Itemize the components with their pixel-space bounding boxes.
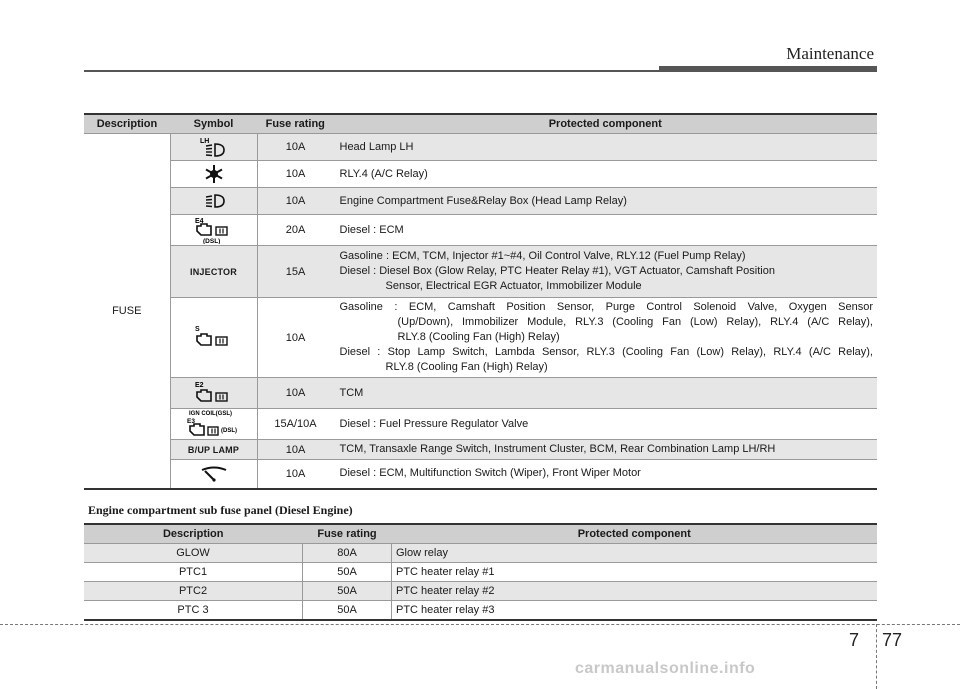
ac-snowflake-icon bbox=[204, 164, 224, 184]
protected-component: RLY.4 (A/C Relay) bbox=[334, 161, 878, 188]
fuse-rating: 20A bbox=[257, 215, 334, 246]
fuse-rating: 10A bbox=[257, 440, 334, 460]
chapter-number: 7 bbox=[849, 630, 860, 650]
sub-fuse-description: PTC 3 bbox=[84, 601, 303, 621]
fuse-table-header bbox=[84, 114, 877, 134]
protected-component: Diesel : ECM, Multifunction Switch (Wiper), Front Wiper Motor bbox=[334, 460, 878, 489]
sub-fuse-rating: 50A bbox=[303, 563, 392, 582]
table-row bbox=[84, 409, 877, 440]
fuse-rating: 10A bbox=[257, 134, 334, 161]
protected-component: Diesel : Fuel Pressure Regulator Valve bbox=[334, 409, 878, 440]
component-line: Gasoline : ECM, TCM, Injector #1~#4, Oil Control Valve, RLY.12 (Fuel Pump Relay) bbox=[339, 250, 746, 262]
sub-fuse-rating: 80A bbox=[303, 544, 392, 563]
fuse-description: FUSE bbox=[84, 134, 170, 489]
protected-component: Engine Compartment Fuse&Relay Box (Head Lamp Relay) bbox=[334, 188, 878, 215]
col-description: Description bbox=[84, 524, 303, 544]
injector-label: INJECTOR bbox=[190, 266, 237, 277]
symbol-cell bbox=[170, 246, 257, 298]
component-line: (Up/Down), Immobilizer Module, RLY.3 (Cooling Fan (Low) Relay), RLY.4 (A/C Relay), bbox=[397, 316, 873, 328]
table-row bbox=[84, 134, 877, 161]
symbol-cell bbox=[170, 298, 257, 378]
sub-fuse-component: PTC heater relay #3 bbox=[392, 601, 878, 621]
sub-fuse-description: GLOW bbox=[84, 544, 303, 563]
col-protected-component: Protected component bbox=[392, 524, 878, 544]
sub-fuse-component: PTC heater relay #1 bbox=[392, 563, 878, 582]
component-line: RLY.8 (Cooling Fan (High) Relay) bbox=[385, 361, 548, 373]
header-rule-thick bbox=[659, 66, 877, 72]
svg-text:(DSL): (DSL) bbox=[202, 238, 220, 244]
svg-text:E3: E3 bbox=[186, 418, 195, 425]
header-rule bbox=[84, 70, 659, 72]
fuse-rating: 10A bbox=[257, 378, 334, 409]
svg-text:LH: LH bbox=[199, 138, 209, 145]
protected-component: TCM, Transaxle Range Switch, Instrument Cluster, BCM, Rear Combination Lamp LH/RH bbox=[334, 440, 878, 460]
engine-ecu-icon bbox=[189, 216, 239, 244]
svg-text:IGN COIL(GSL): IGN COIL(GSL) bbox=[188, 411, 232, 417]
symbol-cell bbox=[170, 440, 257, 460]
col-symbol: Symbol bbox=[170, 114, 257, 134]
protected-component: Diesel : ECM bbox=[334, 215, 878, 246]
col-fuse-rating: Fuse rating bbox=[303, 524, 392, 544]
sub-fuse-table bbox=[84, 523, 877, 621]
sub-fuse-table-header bbox=[84, 524, 877, 544]
component-line: Gasoline : ECM, Camshaft Position Sensor, Purge Control Solenoid Valve, Oxygen Sensor bbox=[339, 301, 873, 313]
table-row bbox=[84, 378, 877, 409]
sub-fuse-component: Glow relay bbox=[392, 544, 878, 563]
fuse-rating: 15A bbox=[257, 246, 334, 298]
headlamp-lh-icon bbox=[194, 136, 234, 158]
footer-divider bbox=[876, 624, 877, 689]
protected-component: Head Lamp LH bbox=[334, 134, 878, 161]
component-line: Sensor, Electrical EGR Actuator, Immobilizer Module bbox=[385, 280, 642, 292]
symbol-cell bbox=[170, 378, 257, 409]
table-row bbox=[84, 544, 877, 563]
component-line: Diesel : Stop Lamp Switch, Lambda Sensor, RLY.3 (Cooling Fan (Low) Relay), RLY.4 (A/C Relay), bbox=[339, 346, 873, 358]
symbol-cell bbox=[170, 161, 257, 188]
fuse-rating: 10A bbox=[257, 298, 334, 378]
sub-fuse-description: PTC1 bbox=[84, 563, 303, 582]
page-header-title: Maintenance bbox=[786, 44, 874, 63]
svg-text:(DSL): (DSL) bbox=[220, 428, 237, 434]
symbol-cell bbox=[170, 460, 257, 489]
svg-text:S: S bbox=[194, 325, 200, 333]
svg-text:E4: E4 bbox=[194, 218, 204, 225]
table-row bbox=[84, 582, 877, 601]
table-row bbox=[84, 601, 877, 621]
protected-component bbox=[334, 246, 878, 298]
backup-lamp-label: B/UP LAMP bbox=[187, 444, 240, 455]
fuse-rating: 10A bbox=[257, 188, 334, 215]
col-description: Description bbox=[84, 114, 170, 134]
component-line: RLY.8 (Cooling Fan (High) Relay) bbox=[397, 331, 560, 343]
table-row bbox=[84, 460, 877, 489]
fuse-rating: 15A/10A bbox=[257, 409, 334, 440]
fuse-table bbox=[84, 113, 877, 490]
sub-fuse-rating: 50A bbox=[303, 601, 392, 621]
sub-fuse-component: PTC heater relay #2 bbox=[392, 582, 878, 601]
watermark: carmanualsonline.info bbox=[575, 660, 756, 677]
table-row bbox=[84, 298, 877, 378]
sub-fuse-panel-title: Engine compartment sub fuse panel (Diesel Engine) bbox=[88, 503, 353, 517]
sub-fuse-rating: 50A bbox=[303, 582, 392, 601]
footer-rule bbox=[0, 624, 960, 625]
col-protected-component: Protected component bbox=[334, 114, 878, 134]
headlamp-icon bbox=[194, 191, 234, 211]
engine-ecu-icon bbox=[184, 409, 244, 439]
symbol-cell bbox=[170, 409, 257, 440]
engine-ecu-icon bbox=[189, 324, 239, 352]
table-row bbox=[84, 188, 877, 215]
table-row bbox=[84, 246, 877, 298]
table-row bbox=[84, 215, 877, 246]
engine-ecu-icon bbox=[189, 380, 239, 406]
fuse-rating: 10A bbox=[257, 161, 334, 188]
table-row bbox=[84, 563, 877, 582]
table-row bbox=[84, 161, 877, 188]
symbol-cell bbox=[170, 215, 257, 246]
sub-fuse-description: PTC2 bbox=[84, 582, 303, 601]
symbol-cell bbox=[170, 134, 257, 161]
col-fuse-rating: Fuse rating bbox=[257, 114, 334, 134]
protected-component: TCM bbox=[334, 378, 878, 409]
component-line: Diesel : Diesel Box (Glow Relay, PTC Heater Relay #1), VGT Actuator, Camshaft Position bbox=[339, 265, 775, 277]
wiper-icon bbox=[199, 465, 229, 483]
protected-component bbox=[334, 298, 878, 378]
table-row bbox=[84, 440, 877, 460]
svg-text:E2: E2 bbox=[194, 382, 204, 389]
page-number: 77 bbox=[882, 630, 903, 650]
fuse-rating: 10A bbox=[257, 460, 334, 489]
symbol-cell bbox=[170, 188, 257, 215]
